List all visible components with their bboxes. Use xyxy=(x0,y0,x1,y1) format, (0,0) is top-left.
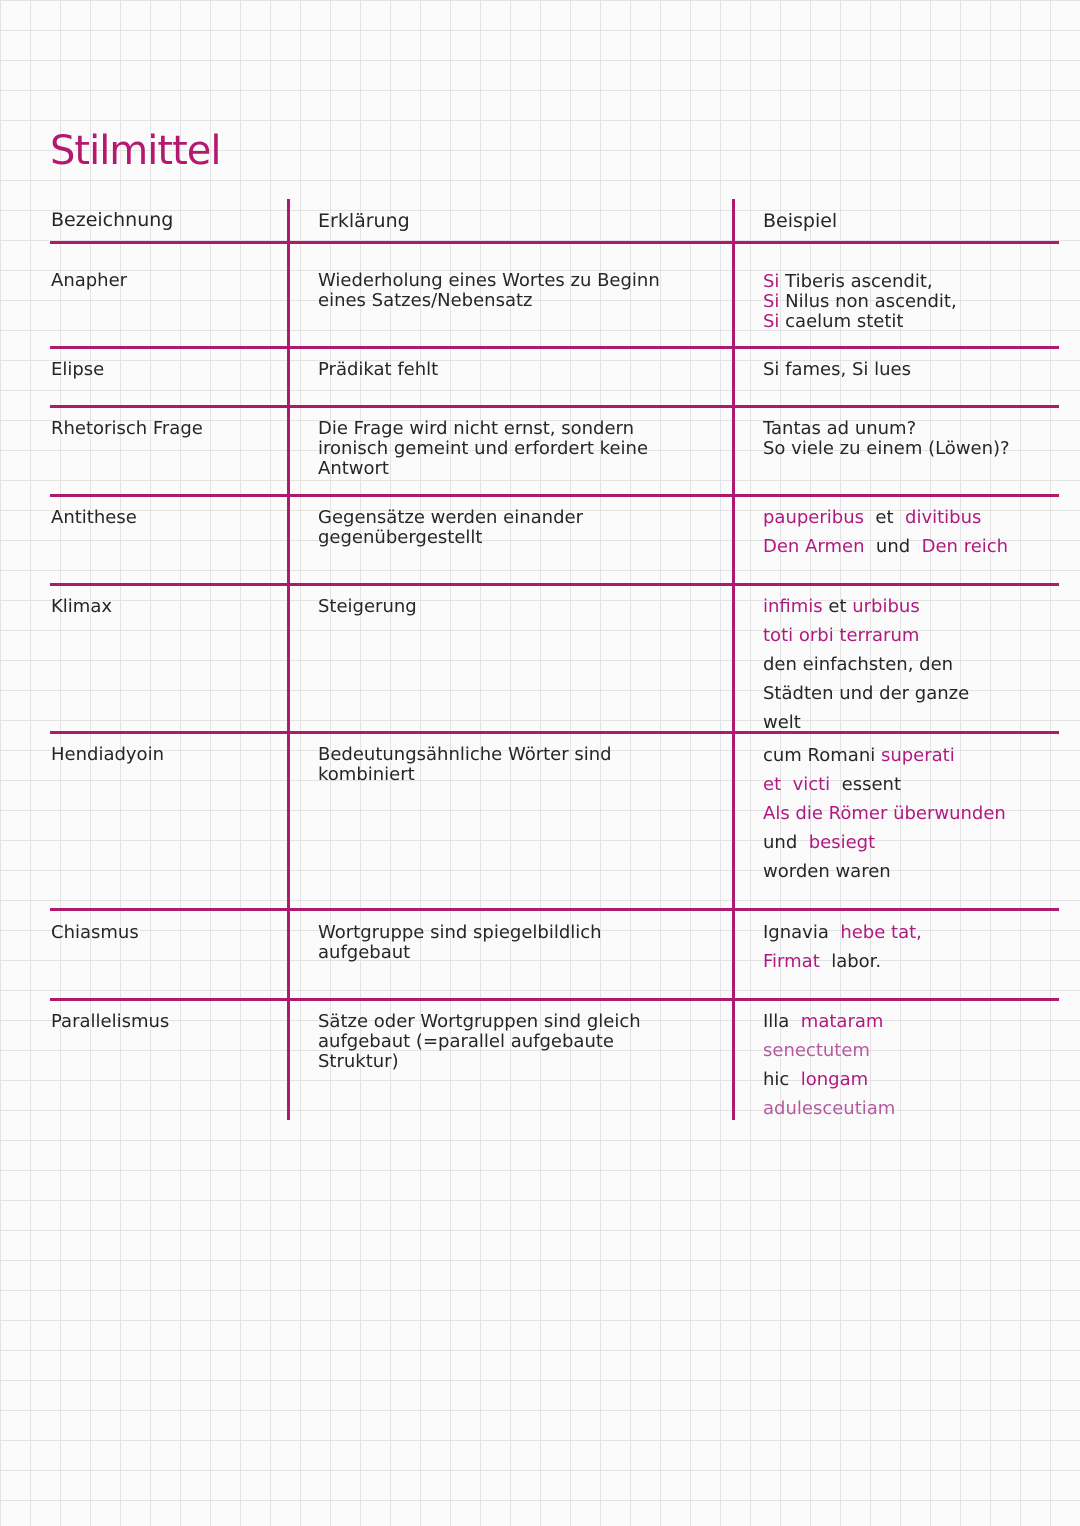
header-erklaerung: Erklärung xyxy=(318,210,410,232)
example-word: labor. xyxy=(819,951,882,972)
example-line xyxy=(763,770,1006,799)
term-label: Parallelismus xyxy=(51,1011,170,1032)
row-rule xyxy=(50,405,1059,408)
example-word: mataram xyxy=(800,1011,884,1032)
example-word: hic xyxy=(763,1069,801,1090)
column-divider xyxy=(287,199,290,1120)
header-beispiel: Beispiel xyxy=(763,210,838,232)
example-line xyxy=(763,650,969,679)
example-word: So viele zu einem (Löwen)? xyxy=(763,438,1010,459)
row-rule xyxy=(50,998,1059,1001)
example-word: den einfachsten, den xyxy=(763,654,954,675)
example-line xyxy=(763,828,1006,857)
example-word: Tiberis ascendit, xyxy=(785,271,933,292)
example-word: Si xyxy=(763,271,786,292)
header-rule xyxy=(50,241,1059,244)
row-rule xyxy=(50,583,1059,586)
row-rule xyxy=(50,494,1059,497)
header-bezeichnung: Bezeichnung xyxy=(51,209,174,231)
column-divider xyxy=(732,199,735,1120)
term-label: Hendiadyoin xyxy=(51,744,164,765)
example-word: Si xyxy=(763,311,786,332)
example-line xyxy=(763,857,1006,886)
term-label: Anapher xyxy=(51,270,128,291)
row-rule xyxy=(50,908,1059,911)
example-word: Tantas ad unum? xyxy=(763,418,917,439)
term-example xyxy=(763,918,922,976)
term-explanation: Wiederholung eines Wortes zu Beginn eines Satzes/Nebensatz xyxy=(318,270,660,311)
term-explanation: Steigerung xyxy=(318,596,417,617)
term-label: Chiasmus xyxy=(51,922,139,943)
example-line xyxy=(763,360,911,380)
example-line xyxy=(763,918,922,947)
example-word: Nilus non ascendit, xyxy=(785,291,957,312)
example-word: Den reich xyxy=(921,536,1009,557)
example-word: et victi xyxy=(763,774,831,795)
example-word: Den Armen xyxy=(763,536,865,557)
example-word: worden waren xyxy=(763,861,891,882)
example-line xyxy=(763,592,969,621)
term-example xyxy=(763,272,957,332)
example-word: et xyxy=(863,507,906,528)
example-word: welt xyxy=(763,712,801,733)
example-word: Städten und der ganze xyxy=(763,683,970,704)
term-explanation: Gegensätze werden einander gegenübergestellt xyxy=(318,507,583,548)
example-word: divitibus xyxy=(905,507,982,528)
example-word: caelum stetit xyxy=(785,311,904,332)
term-explanation: Sätze oder Wortgruppen sind gleich aufgebaut (=parallel aufgebaute Struktur) xyxy=(318,1011,641,1072)
example-line xyxy=(763,1065,895,1094)
term-example xyxy=(763,360,911,380)
example-word: essent xyxy=(830,774,902,795)
term-label: Antithese xyxy=(51,507,137,528)
term-example xyxy=(763,741,1006,886)
example-word: Si xyxy=(763,291,786,312)
example-word: toti orbi terrarum xyxy=(763,625,920,646)
example-line xyxy=(763,1094,895,1123)
example-line xyxy=(763,439,1010,459)
example-line xyxy=(763,272,957,292)
example-line xyxy=(763,419,1010,439)
page-title: Stilmittel xyxy=(50,128,221,174)
example-word: Ignavia xyxy=(763,922,841,943)
example-word: pauperibus xyxy=(763,507,864,528)
example-line xyxy=(763,532,1008,561)
example-word: und xyxy=(763,832,809,853)
example-word: longam xyxy=(800,1069,869,1090)
example-line xyxy=(763,1036,895,1065)
example-line xyxy=(763,312,957,332)
example-line xyxy=(763,621,969,650)
term-label: Elipse xyxy=(51,359,105,380)
example-word: Firmat xyxy=(763,951,820,972)
example-word: et xyxy=(822,596,853,617)
example-line xyxy=(763,799,1006,828)
term-explanation: Die Frage wird nicht ernst, sondern ironisch gemeint und erfordert keine Antwort xyxy=(318,418,649,479)
example-word: superati xyxy=(880,745,955,766)
example-word: urbibus xyxy=(852,596,920,617)
example-line xyxy=(763,947,922,976)
example-line xyxy=(763,679,969,708)
example-word: Si fames, Si lues xyxy=(763,359,911,380)
example-line xyxy=(763,292,957,312)
example-line xyxy=(763,503,1008,532)
term-explanation: Bedeutungsähnliche Wörter sind kombiniert xyxy=(318,744,612,785)
term-label: Klimax xyxy=(51,596,113,617)
example-word: Illa xyxy=(763,1011,801,1032)
term-example xyxy=(763,419,1010,459)
term-example xyxy=(763,592,969,737)
example-word: adulesceutiam xyxy=(763,1098,896,1119)
example-line xyxy=(763,741,1006,770)
example-word: besiegt xyxy=(808,832,876,853)
term-explanation: Prädikat fehlt xyxy=(318,359,439,380)
example-word: hebe tat, xyxy=(840,922,922,943)
example-word: Als die Römer überwunden xyxy=(763,803,1006,824)
term-explanation: Wortgruppe sind spiegelbildlich aufgebaut xyxy=(318,922,602,963)
term-example xyxy=(763,503,1008,561)
example-line xyxy=(763,708,969,737)
term-label: Rhetorisch Frage xyxy=(51,418,203,439)
example-word: cum Romani xyxy=(763,745,881,766)
example-word: infimis xyxy=(763,596,823,617)
row-rule xyxy=(50,346,1059,349)
example-line xyxy=(763,1007,895,1036)
example-word: senectutem xyxy=(763,1040,870,1061)
example-word: und xyxy=(864,536,922,557)
term-example xyxy=(763,1007,895,1123)
